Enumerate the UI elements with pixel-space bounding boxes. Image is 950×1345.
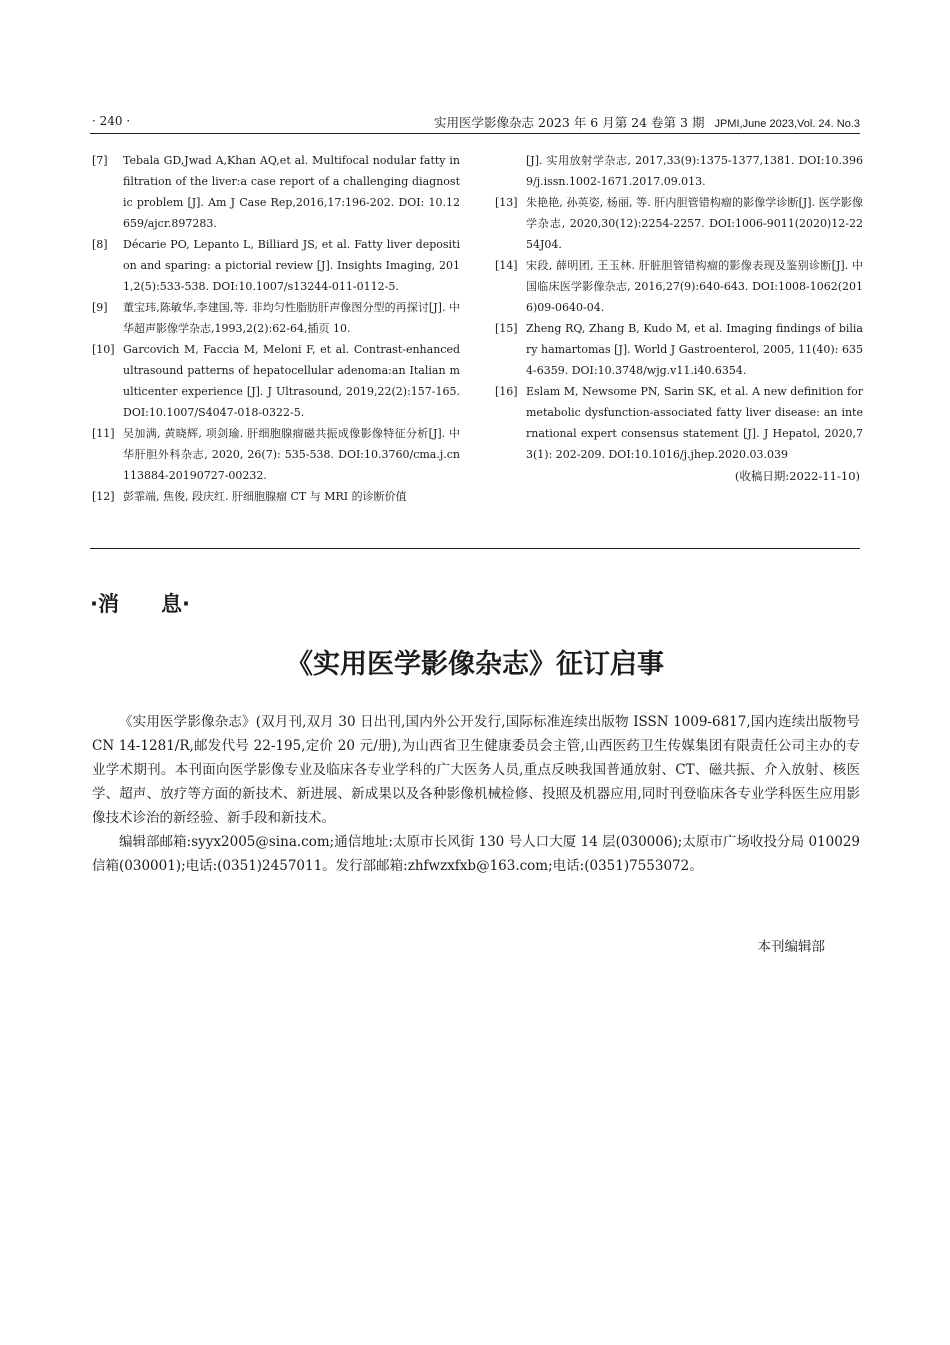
section-label: ·消 息· [90, 592, 190, 616]
reference-number: [10] [92, 343, 115, 356]
header-rule [90, 133, 860, 134]
reference-text: Eslam M, Newsome PN, Sarin SK, et al. A new definition for metabolic dysfunction-associated fatty liver disease: an international expert consensus statement [J]. J Hepatol, 2020,73(1): 202-209. DOI:10.1016/j.jhep.2020.03.039 [526, 385, 863, 461]
notice-paragraph: 编辑部邮箱:syyx2005@sina.com;通信地址:太原市长风街 130 号人口大厦 14 层(030006);太原市广场收投分局 010029 信箱(030001);电话:(0351)2457011。发行部邮箱:zhfwzxfxb@163.com;电话:(0351)7553072。 [92, 834, 860, 874]
reference-number: [13] [495, 196, 518, 209]
journal-title-en: JPMI,June 2023,Vol. 24. No.3 [714, 118, 860, 130]
reference-text: 宋段, 薛明团, 王玉林. 肝脏胆管错构瘤的影像表现及鉴别诊断[J]. 中国临床医学影像杂志, 2016,27(9):640-643. DOI:1008-1062(2016)09-0640-04. [526, 259, 863, 314]
reference-number: [8] [92, 238, 108, 251]
notice-paragraph: 《实用医学影像杂志》(双月刊,双月 30 日出刊,国内外公开发行,国际标准连续出版物 ISSN 1009-6817,国内连续出版物号 CN 14-1281/R,邮发代号 22-195,定价 20 元/册),为山西省卫生健康委员会主管,山西医药卫生传媒集团有限责任公司主办的专业学术期刊。本刊面向医学影像专业及临床各专业学科的广大医务人员,重点反映我国普通放射、CT、磁共振、介入放射、核医学、超声、放疗等方面的新技术、新进展、新成果以及各种影像机械检修、投照及机器应用,同时刊登临床各专业学科医生应用影像技术诊治的新经验、新手段和新技术。 [92, 714, 860, 826]
reference-item [92, 339, 460, 423]
reference-text: 董宝玮,陈敏华,李建国,等. 非均匀性脂肪肝声像图分型的再探讨[J]. 中华超声影像学杂志,1993,2(2):62-64,插页 10. [123, 301, 460, 335]
reference-item [92, 297, 460, 339]
reference-text: Décarie PO, Lepanto L, Billiard JS, et al. Fatty liver deposition and sparing: a pictorial review [J]. Insights Imaging, 2011,2(5):533-538. DOI:10.1007/s13244-011-0112-5. [123, 238, 460, 293]
reference-number: [9] [92, 301, 108, 314]
reference-item [495, 381, 863, 465]
reference-number: [15] [495, 322, 518, 335]
signature: 本刊编辑部 [757, 939, 825, 955]
reference-text: 朱艳艳, 孙英姿, 杨丽, 等. 肝内胆管错构瘤的影像学诊断[J]. 医学影像学杂志, 2020,30(12):2254-2257. DOI:1006-9011(2020)12-2254J04. [526, 196, 863, 251]
reference-item [92, 486, 460, 507]
reference-text: Zheng RQ, Zhang B, Kudo M, et al. Imaging findings of biliary hamartomas [J]. World J Gastroenterol, 2005, 11(40): 6354-6359. DOI:10.3748/wjg.v11.i40.6354. [526, 322, 863, 377]
reference-continuation [495, 150, 863, 192]
reference-item [495, 192, 863, 255]
page-number: · 240 · [92, 114, 131, 128]
reference-text: 吴加满, 黄晓辉, 项剑瑜. 肝细胞腺瘤磁共振成像影像特征分析[J]. 中华肝胆外科杂志, 2020, 26(7): 535-538. DOI:10.3760/cma.j.cn113884-20190727-00232. [123, 427, 460, 482]
received-date: (收稿日期:2022-11-10) [734, 469, 860, 483]
reference-text: Garcovich M, Faccia M, Meloni F, et al. Contrast-enhanced ultrasound patterns of hepatocellular adenoma:an Italian multicenter experience [J]. J Ultrasound, 2019,22(2):157-165. DOI:10.1007/S4047-018-0322-5. [123, 343, 460, 419]
reference-text: Tebala GD,Jwad A,Khan AQ,et al. Multifocal nodular fatty infiltration of the liver:a case report of a challenging diagnostic problem [J]. Am J Case Rep,2016,17:196-202. DOI: 10.12659/ajcr.897283. [123, 154, 460, 230]
reference-number: [16] [495, 385, 518, 398]
reference-number: [7] [92, 154, 108, 167]
reference-item [92, 423, 460, 486]
references-right-column [495, 150, 863, 465]
running-head [434, 113, 860, 131]
reference-item [495, 318, 863, 381]
reference-text: 彭霏端, 焦俊, 段庆红. 肝细胞腺瘤 CT 与 MRI 的诊断价值 [123, 490, 407, 503]
reference-number: [14] [495, 259, 518, 272]
notice-body [92, 710, 860, 878]
reference-item [495, 255, 863, 318]
journal-title-cn: 实用医学影像杂志 2023 年 6 月第 24 卷第 3 期 [434, 115, 705, 130]
section-separator [90, 548, 860, 549]
reference-number: [12] [92, 490, 115, 503]
references-left-column [92, 150, 460, 507]
reference-item [92, 150, 460, 234]
reference-number: [11] [92, 427, 115, 440]
reference-item [92, 234, 460, 297]
reference-text: [J]. 实用放射学杂志, 2017,33(9):1375-1377,1381. DOI:10.3969/j.issn.1002-1671.2017.09.013. [526, 154, 863, 188]
notice-title: 《实用医学影像杂志》征订启事 [286, 649, 664, 680]
